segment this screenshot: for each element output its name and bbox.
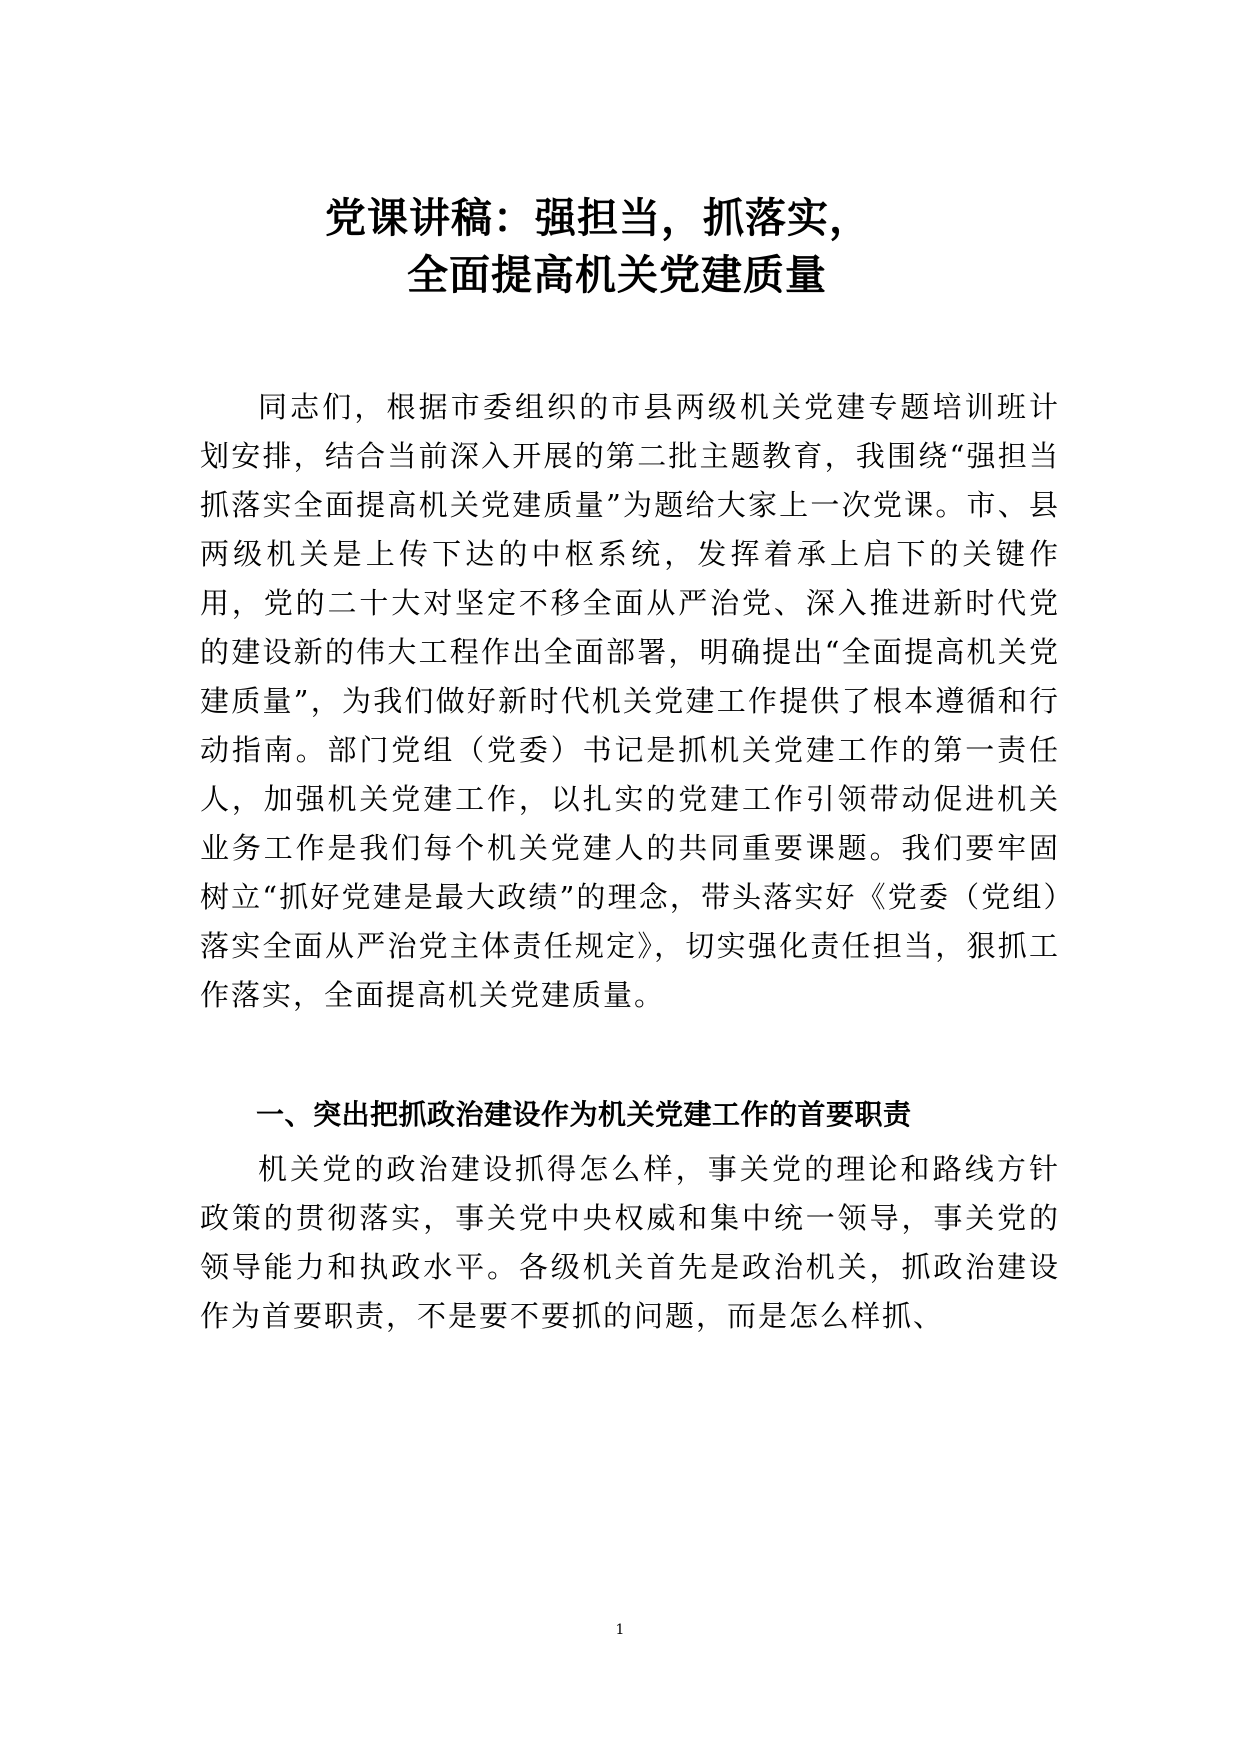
page-number: 1 [615, 1622, 625, 1638]
document-title-line-1: 党课讲稿：强担当，抓落实， [325, 194, 871, 242]
section-1-heading: 一、突出把抓政治建设作为机关党建工作的首要职责 [256, 1098, 912, 1131]
document-title-line-2: 全面提高机关党建质量 [407, 251, 827, 299]
body-paragraph-1: 同志们，根据市委组织的市县两级机关党建专题培训班计划安排，结合当前深入开展的第二批主题教育，我围绕“强担当抓落实全面提高机关党建质量”为题给大家上一次党课。市、县两级机关是上传下达的中枢系统，发挥着承上启下的关键作用，党的二十大对坚定不移全面从严治党、深入推进新时代党的建设新的伟大工程作出全面部署，明确提出“全面提高机关党建质量”，为我们做好新时代机关党建工作提供了根本遵循和行动指南。部门党组（党委）书记是抓机关党建工作的第一责任人，加强机关党建工作，以扎实的党建工作引领带动促进机关业务工作是我们每个机关党建人的共同重要课题。我们要牢固树立“抓好党建是最大政绩”的理念，带头落实好《党委（党组）落实全面从严治党主体责任规定》，切实强化责任担当，狠抓工作落实，全面提高机关党建质量。 [200, 390, 1060, 1012]
body-paragraph-2: 机关党的政治建设抓得怎么样，事关党的理论和路线方针政策的贯彻落实，事关党中央权威和集中统一领导，事关党的领导能力和执政水平。各级机关首先是政治机关，抓政治建设作为首要职责，不是要不要抓的问题，而是怎么样抓、 [200, 1152, 1060, 1333]
